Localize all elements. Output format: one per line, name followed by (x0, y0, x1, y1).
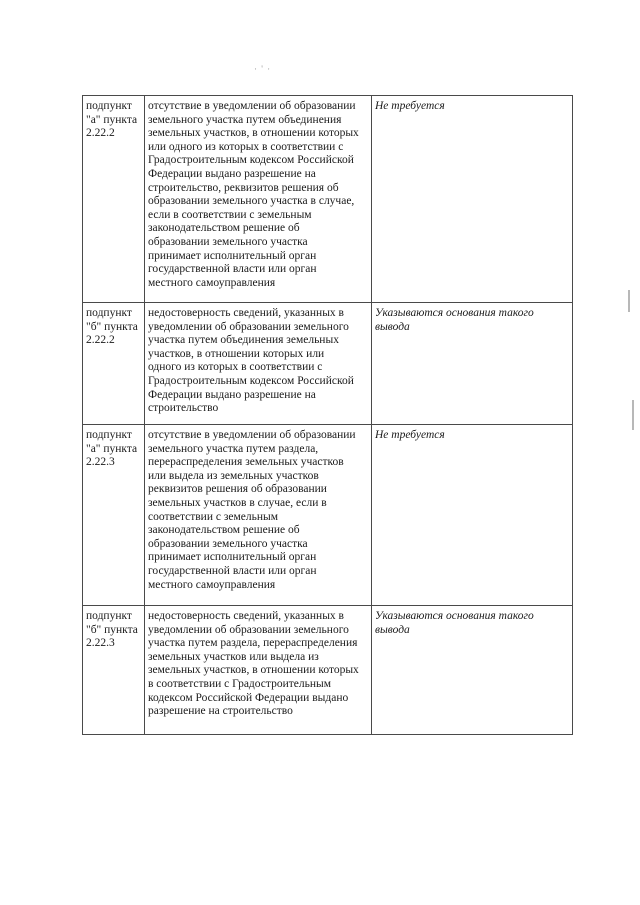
table-row (83, 96, 573, 303)
scan-edge-mark (628, 290, 630, 312)
explanation-note: Не требуется (372, 96, 573, 303)
table-row (83, 303, 573, 425)
table-row (83, 425, 573, 606)
clause-reference: подпункт "а" пункта 2.22.2 (83, 96, 145, 303)
explanation-note: Указываются основания такого вывода (372, 606, 573, 735)
explanation-note: Не требуется (372, 425, 573, 606)
clause-reference: подпункт "б" пункта 2.22.3 (83, 606, 145, 735)
refusal-ground: отсутствие в уведомлении об образовании земельного участка путем объединения земельных участков, в отношении которых или одного из которых в соответствии с Градостроительным кодексом Российской Федерации выдано разрешение на строительство, реквизитов решения об образовании земельного участка в случае, если в соответствии с земельным законодательством решение об образовании земельного участка принимает исполнительный орган государственной власти или орган местного самоуправления (145, 96, 372, 303)
clause-reference: подпункт "б" пункта 2.22.2 (83, 303, 145, 425)
page-marker: · ' · (254, 64, 272, 74)
table-row (83, 606, 573, 735)
refusal-ground: недостоверность сведений, указанных в уведомлении об образовании земельного участка путем объединения земельных участков, в отношении которых или одного из которых в соответствии с Градостроительным кодексом Российской Федерации выдано разрешение на строительство (145, 303, 372, 425)
refusal-ground: отсутствие в уведомлении об образовании земельного участка путем раздела, перераспределения земельных участков или выдела из земельных участков реквизитов решения об образовании земельных участков в случае, если в соответствии с земельным законодательством решение об образовании земельного участка принимает исполнительный орган государственной власти или орган местного самоуправления (145, 425, 372, 606)
clause-reference: подпункт "а" пункта 2.22.3 (83, 425, 145, 606)
explanation-note: Указываются основания такого вывода (372, 303, 573, 425)
scan-edge-mark (632, 400, 634, 430)
grounds-table (82, 95, 573, 735)
refusal-ground: недостоверность сведений, указанных в уведомлении об образовании земельного участка путем раздела, перераспределения земельных участков или выдела из земельных участков, в отношении которых в соответствии с Градостроительным кодексом Российской Федерации выдано разрешение на строительство (145, 606, 372, 735)
